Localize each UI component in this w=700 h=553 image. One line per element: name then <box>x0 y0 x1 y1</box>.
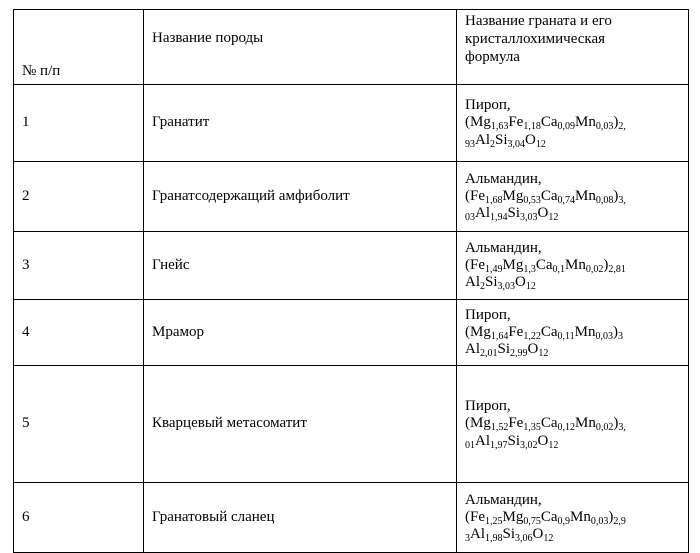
formula-element: Si <box>507 432 521 449</box>
garnet-table <box>13 9 689 553</box>
garnet-name: Пироп, <box>465 97 511 114</box>
rock-name: Гранатсодержащий амфиболит <box>144 162 457 232</box>
formula-element: Mn <box>570 508 591 525</box>
formula-element: Ca <box>540 508 558 525</box>
formula-element: ) <box>608 508 614 525</box>
formula-element: Si <box>507 205 521 222</box>
garnet-formula-cell <box>457 300 689 366</box>
garnet-formula-cell <box>457 85 689 162</box>
formula-element: Si <box>502 526 516 543</box>
formula-subscript: 0,09 <box>557 121 576 133</box>
table-body <box>14 10 689 553</box>
rock-name: Гранатит <box>144 85 457 162</box>
formula-element: O <box>527 341 539 358</box>
formula-subscript: 1,3 <box>523 263 536 275</box>
header-garnet-line2: кристаллохимическая <box>465 31 605 47</box>
formula-subscript: 12 <box>548 439 559 451</box>
formula-subscript: 0,1 <box>552 263 566 275</box>
formula-line <box>465 526 680 543</box>
formula-element: Ca <box>540 114 558 131</box>
table-row <box>14 483 689 553</box>
formula-subscript: 3,06 <box>515 533 533 545</box>
formula-line <box>465 205 680 222</box>
formula-element: Ca <box>540 415 558 432</box>
header-num: № п/п <box>14 10 144 85</box>
formula-subscript: 0,03 <box>595 121 614 133</box>
formula-element: Fe <box>508 323 524 340</box>
formula-line <box>465 274 680 291</box>
formula-element: O <box>537 205 549 222</box>
formula-line <box>465 132 680 149</box>
formula-subscript: 3 <box>465 533 470 545</box>
formula-element: ) <box>613 187 619 204</box>
row-number: 4 <box>14 300 144 366</box>
formula-line <box>465 341 680 358</box>
formula-subscript: 3 <box>618 330 623 342</box>
formula-subscript: 1,25 <box>485 515 503 527</box>
formula-subscript: 93 <box>465 138 475 150</box>
garnet-formula-cell <box>457 162 689 232</box>
formula-subscript: 3, <box>618 194 626 206</box>
formula-subscript: 1,35 <box>523 422 541 434</box>
formula-subscript: 0,12 <box>557 422 576 434</box>
formula-element: Si <box>485 274 498 291</box>
row-number: 3 <box>14 232 144 300</box>
garnet-name: Пироп, <box>465 306 511 323</box>
formula-subscript: 0,03 <box>595 330 613 342</box>
row-number: 2 <box>14 162 144 232</box>
formula-subscript: 3,02 <box>520 439 538 451</box>
formula-subscript: 1,63 <box>490 121 509 133</box>
formula-element: O <box>515 274 526 291</box>
formula-element: Ca <box>535 256 553 273</box>
formula-subscript: 0,08 <box>595 194 614 206</box>
garnet-name: Альмандин, <box>465 170 542 187</box>
formula-subscript: 3,03 <box>497 281 516 293</box>
formula-subscript: 12 <box>548 212 559 224</box>
header-row <box>14 10 689 85</box>
formula-subscript: 1,98 <box>485 533 503 545</box>
formula-subscript: 2,01 <box>480 348 498 360</box>
formula-line <box>465 509 680 526</box>
row-number: 1 <box>14 85 144 162</box>
formula-element: Fe <box>508 114 524 131</box>
formula-subscript: 2 <box>490 138 495 150</box>
header-garnet <box>457 10 689 85</box>
row-number: 5 <box>14 366 144 483</box>
formula-subscript: 2,81 <box>608 263 626 275</box>
formula-subscript: 0,02 <box>585 263 604 275</box>
formula-subscript: 1,52 <box>490 422 509 434</box>
formula-subscript: 1,68 <box>485 194 503 206</box>
formula-element: Mg <box>502 508 524 525</box>
formula-line <box>465 114 680 131</box>
rock-name: Гранатовый сланец <box>144 483 457 553</box>
formula-subscript: 1,49 <box>485 263 503 275</box>
rock-name: Мрамор <box>144 300 457 366</box>
formula-element: Al <box>465 341 480 358</box>
formula-subscript: 0,53 <box>523 194 541 206</box>
formula-element: Al <box>475 205 490 222</box>
formula-element: (Mg <box>465 114 491 131</box>
header-garnet-line1: Название граната и его <box>465 13 612 29</box>
formula-element: O <box>532 526 544 543</box>
formula-element: ) <box>603 256 609 273</box>
formula-subscript: 1,97 <box>490 439 508 451</box>
formula-subscript: 0,02 <box>595 422 614 434</box>
formula-subscript: 0,75 <box>523 515 541 527</box>
formula-element: Mg <box>502 187 524 204</box>
formula-subscript: 03 <box>465 212 475 224</box>
formula-element: (Fe <box>465 508 485 525</box>
formula-element: (Mg <box>465 323 491 340</box>
formula-element: Si <box>497 341 511 358</box>
formula-element: (Fe <box>465 256 485 273</box>
formula-subscript: 0,9 <box>557 515 571 527</box>
formula-element: ) <box>613 114 619 131</box>
garnet-formula-cell <box>457 366 689 483</box>
formula-line <box>465 324 680 341</box>
formula-subscript: 3, <box>618 422 626 434</box>
formula-subscript: 0,03 <box>590 515 609 527</box>
formula-subscript: 0,74 <box>557 194 576 206</box>
formula-subscript: 1,22 <box>523 330 541 342</box>
formula-subscript: 3,03 <box>520 212 538 224</box>
formula-element: Si <box>495 131 508 148</box>
garnet-formula-cell <box>457 232 689 300</box>
table-row <box>14 85 689 162</box>
formula-element: O <box>525 131 536 148</box>
table-row <box>14 300 689 366</box>
garnet-formula-cell <box>457 483 689 553</box>
garnet-name: Альмандин, <box>465 491 542 508</box>
formula-element: Ca <box>540 187 558 204</box>
rock-name: Гнейс <box>144 232 457 300</box>
formula-subscript: 2 <box>480 281 485 293</box>
table-container <box>13 9 689 553</box>
formula-element: (Mg <box>465 415 491 432</box>
formula-element: Al <box>475 131 490 148</box>
formula-element: Ca <box>540 323 558 340</box>
table-row <box>14 162 689 232</box>
formula-element: ) <box>613 323 618 340</box>
rock-name: Кварцевый метасоматит <box>144 366 457 483</box>
formula-element: Mn <box>574 323 596 340</box>
formula-element: Mg <box>502 256 524 273</box>
formula-element: Al <box>470 526 485 543</box>
formula-element: Mn <box>575 415 596 432</box>
formula-subscript: 12 <box>538 348 549 360</box>
formula-subscript: 1,94 <box>490 212 508 224</box>
formula-element: Mn <box>575 187 596 204</box>
header-rock: Название породы <box>144 10 457 85</box>
formula-subscript: 2,9 <box>613 515 626 527</box>
table-row <box>14 366 689 483</box>
formula-element: O <box>537 432 549 449</box>
formula-line <box>465 188 680 205</box>
formula-line <box>465 415 680 432</box>
formula-element: Al <box>475 432 490 449</box>
garnet-name: Альмандин, <box>465 239 542 256</box>
formula-subscript: 12 <box>535 138 546 150</box>
formula-line <box>465 257 680 274</box>
formula-subscript: 2, <box>618 121 626 133</box>
header-garnet-line3: формула <box>465 49 520 65</box>
garnet-name: Пироп, <box>465 398 511 415</box>
formula-subscript: 1,64 <box>490 330 509 342</box>
formula-element: Mn <box>575 114 596 131</box>
row-number: 6 <box>14 483 144 553</box>
formula-element: Mn <box>565 256 586 273</box>
formula-element: (Fe <box>465 187 485 204</box>
table-row <box>14 232 689 300</box>
formula-subscript: 12 <box>543 533 554 545</box>
formula-subscript: 0,11 <box>557 330 575 342</box>
formula-subscript: 2,99 <box>510 348 528 360</box>
formula-element: ) <box>613 415 619 432</box>
formula-element: Fe <box>508 415 524 432</box>
formula-subscript: 01 <box>465 439 475 451</box>
formula-subscript: 1,18 <box>523 121 541 133</box>
formula-subscript: 12 <box>525 281 536 293</box>
formula-line <box>465 433 680 450</box>
formula-element: Al <box>465 274 480 291</box>
formula-subscript: 3,04 <box>507 138 526 150</box>
